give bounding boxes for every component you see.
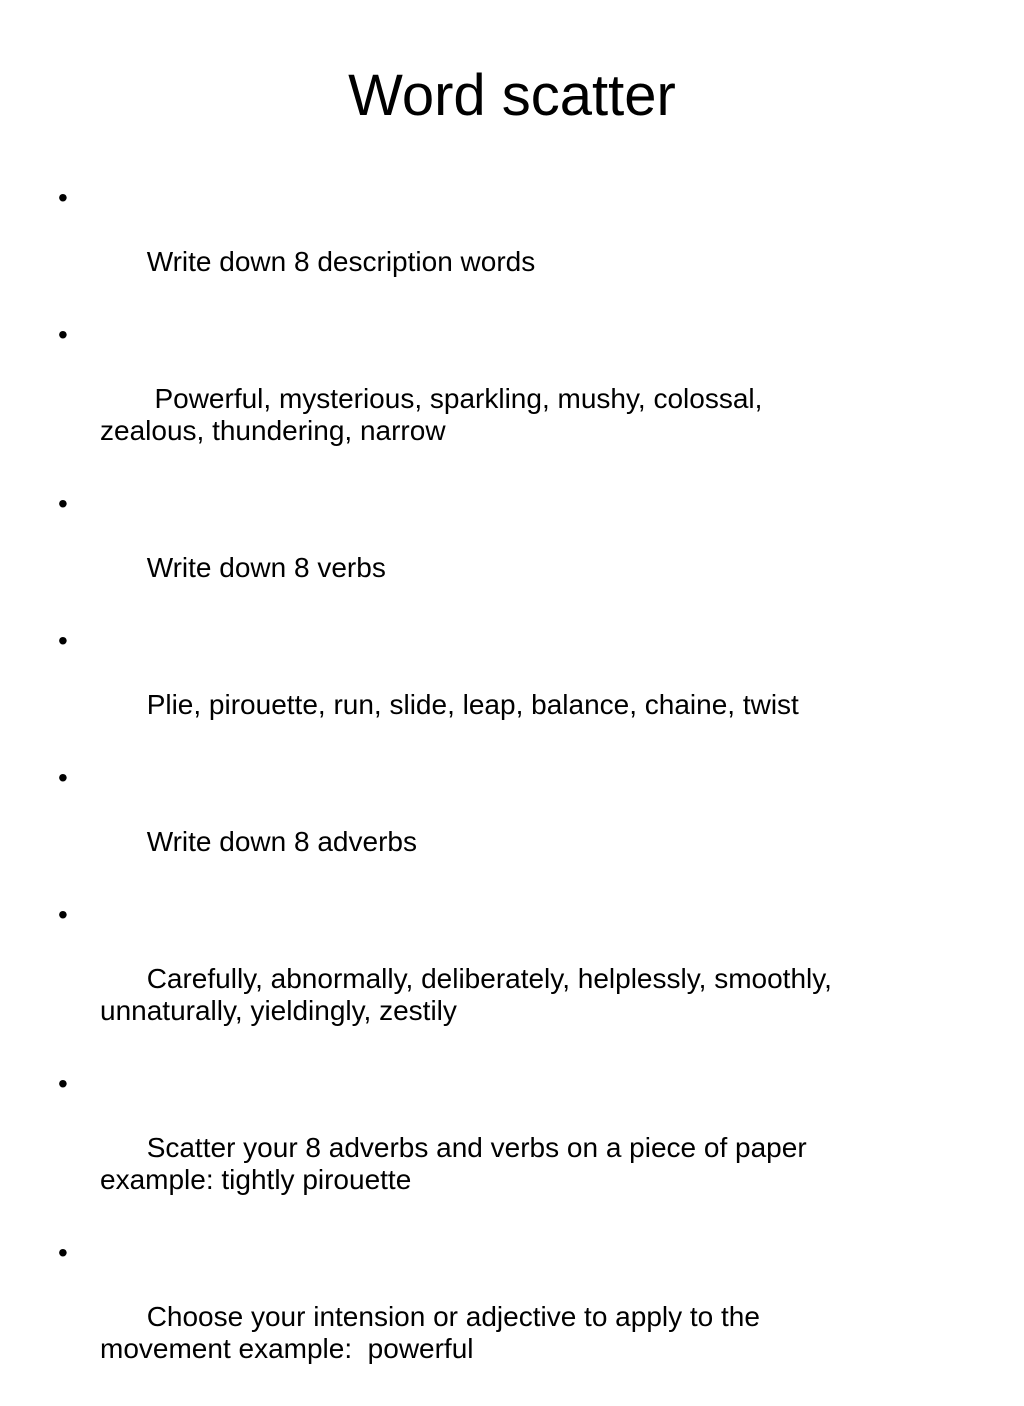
bullet-text: Powerful, mysterious, sparkling, mushy, colossal, zealous, thundering, narrow [100,383,763,446]
bullet-icon: • [58,319,68,350]
bullet-text: Carefully, abnormally, deliberately, helplessly, smoothly, unnaturally, yieldingly, zestily [100,963,832,1026]
bullet-text: Write down 8 verbs [146,552,386,583]
bullet-icon: • [58,1068,68,1099]
bullet-text: Choose your intension or adjective to apply to the movement example: powerful [100,1301,760,1364]
bullet-item [56,625,956,753]
bullet-text: Write down 8 description words [146,246,536,277]
bullet-item [56,899,956,1059]
bullet-icon: • [58,625,68,656]
bullet-text: Plie, pirouette, run, slide, leap, balance, chaine, twist [146,689,799,720]
bullet-icon: • [58,488,68,519]
bullet-icon: • [58,762,68,793]
bullet-text: Scatter your 8 adverbs and verbs on a piece of paper example: tightly pirouette [100,1132,807,1195]
bullet-item [56,1237,956,1397]
bullet-item [56,762,956,890]
bullet-icon: • [58,899,68,930]
bullet-item [56,182,956,310]
bullet-list [56,182,956,1406]
slide-title: Word scatter [348,63,676,128]
bullet-item [56,488,956,616]
bullet-icon: • [58,182,68,213]
bullet-item [56,1068,956,1228]
bullet-text: Write down 8 adverbs [146,826,417,857]
bullet-icon: • [58,1237,68,1268]
bullet-item [56,319,956,479]
